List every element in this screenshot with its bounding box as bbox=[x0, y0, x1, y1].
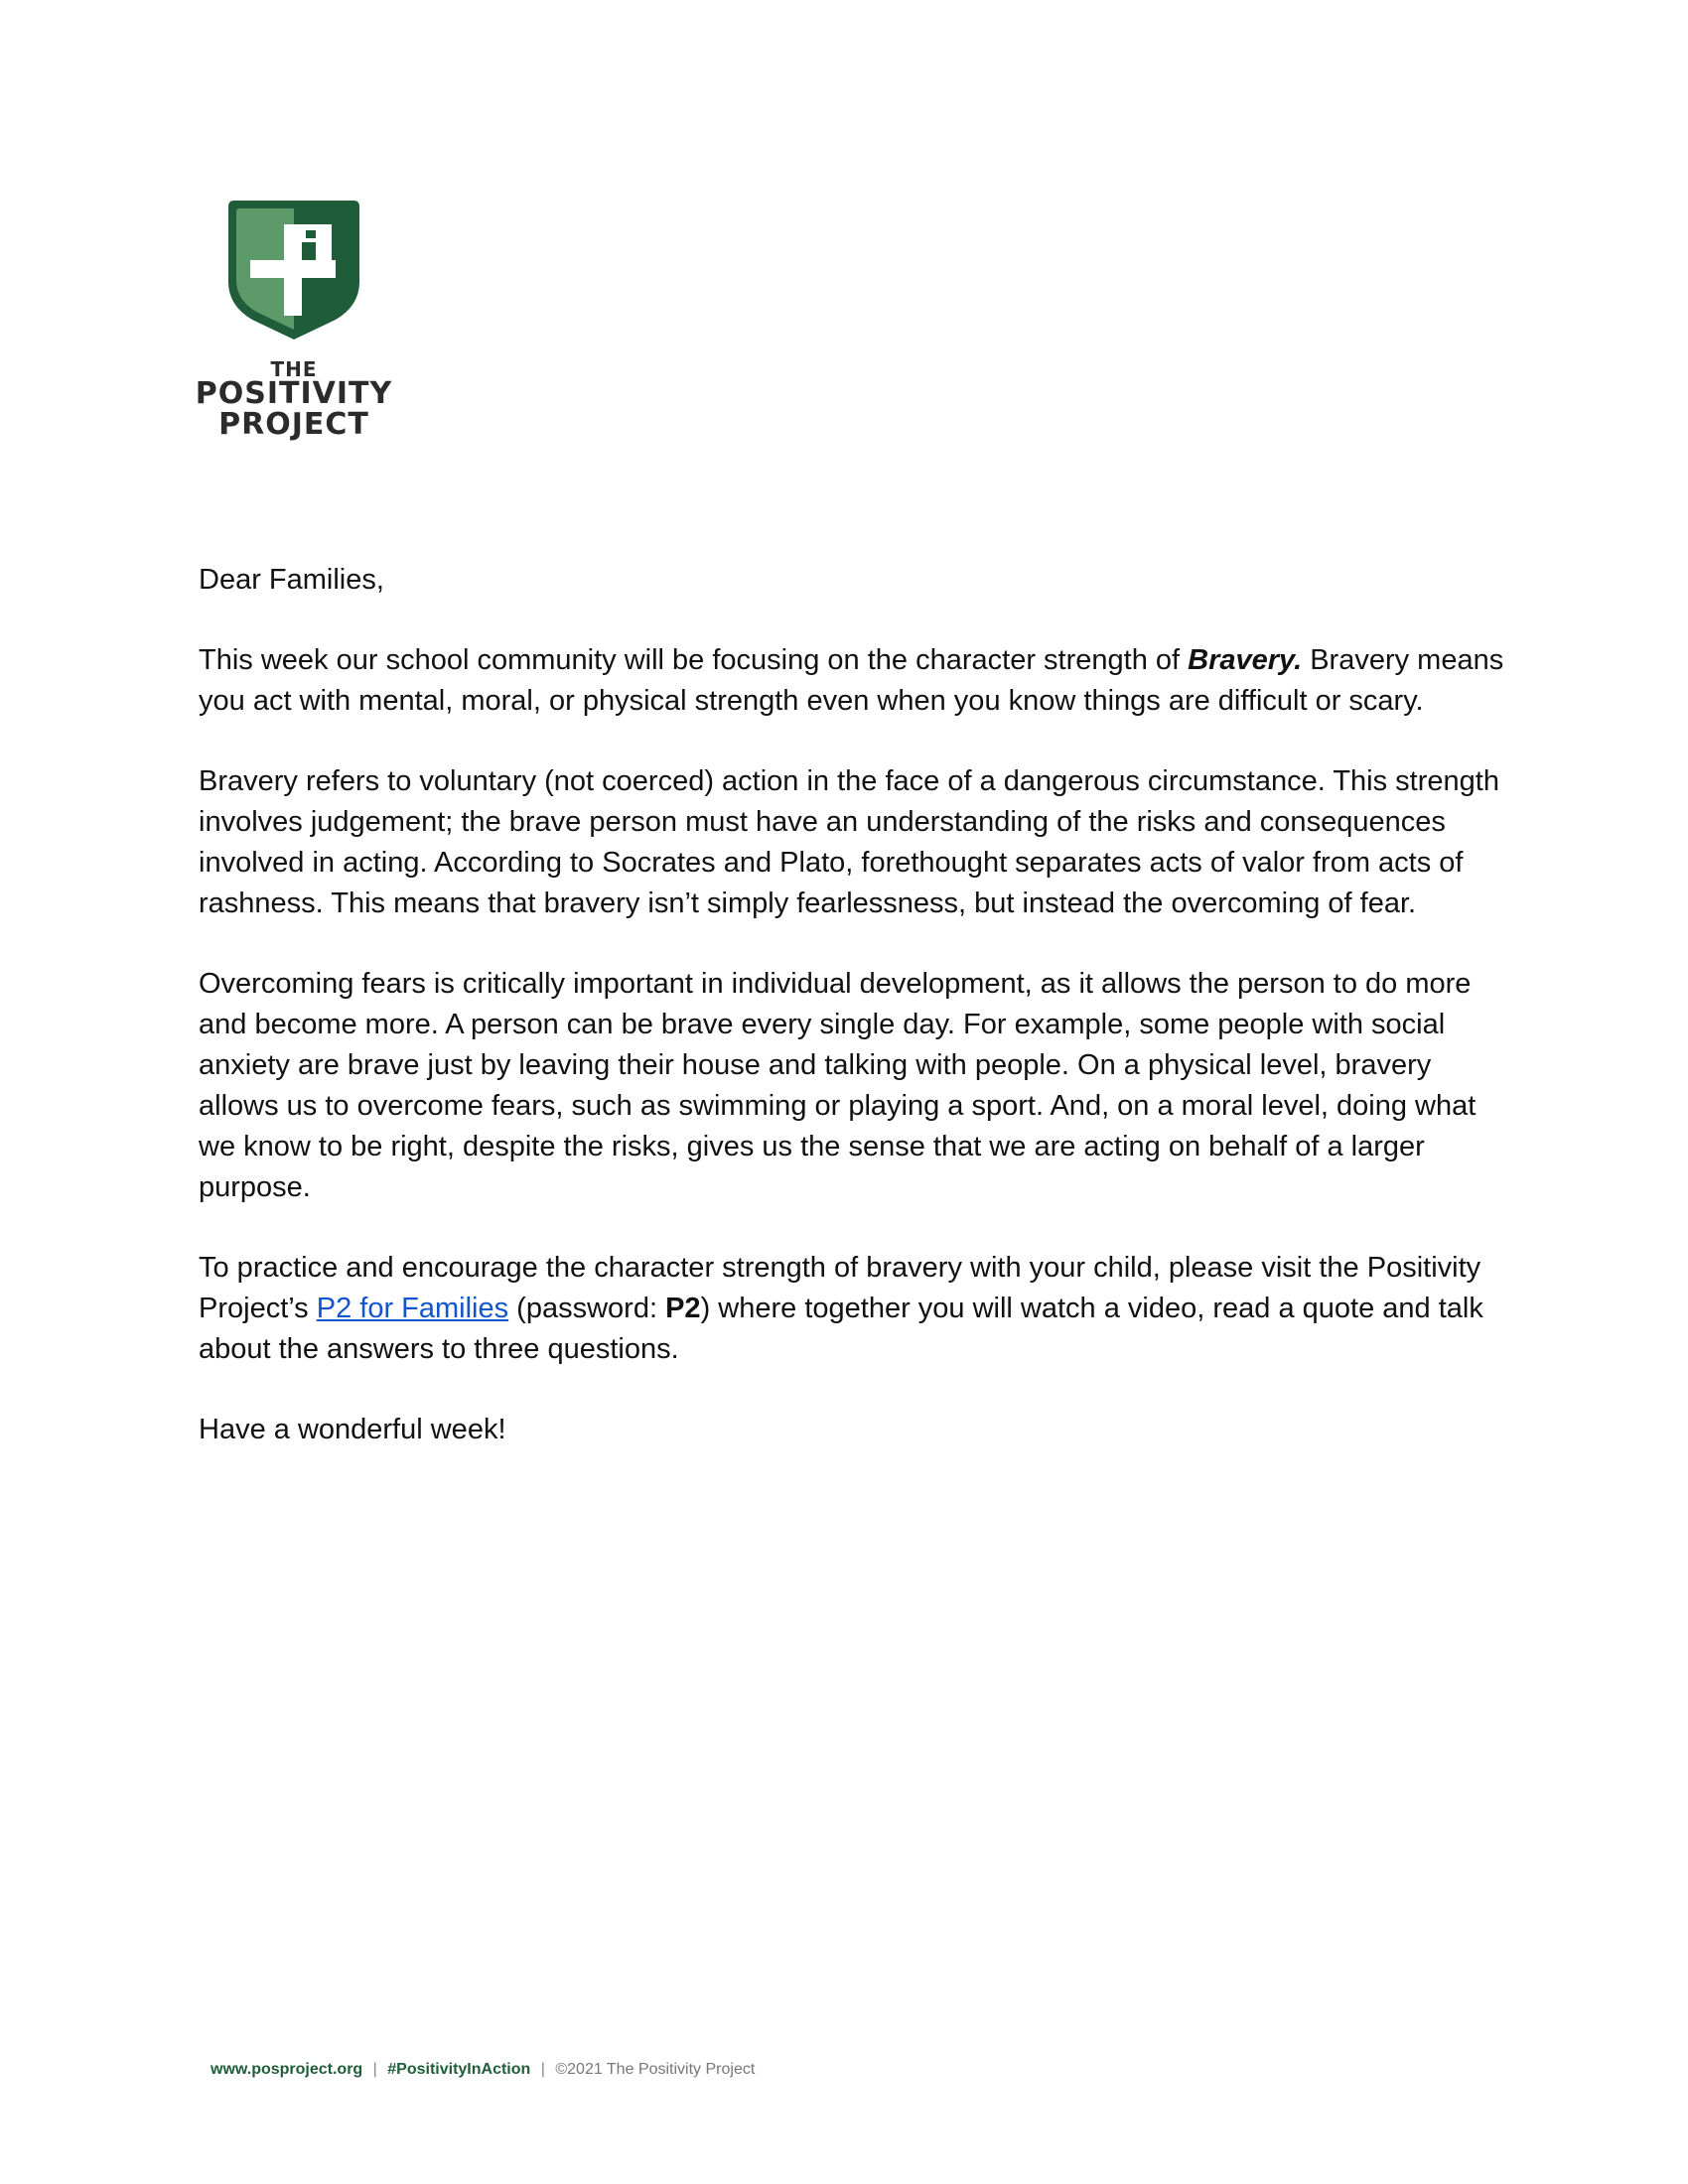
paragraph-intro bbox=[199, 640, 1509, 722]
footer-separator-2: | bbox=[540, 2061, 545, 2078]
p2-for-families-link[interactable]: P2 for Families bbox=[316, 1293, 509, 1324]
password-value: P2 bbox=[665, 1293, 701, 1324]
page-footer bbox=[211, 2061, 755, 2079]
salutation: Dear Families, bbox=[199, 564, 384, 596]
closing: Have a wonderful week! bbox=[199, 1414, 506, 1445]
footer-hashtag: #PositivityInAction bbox=[387, 2061, 531, 2078]
logo-line-the: THE bbox=[270, 357, 318, 381]
shield-plus-icon bbox=[224, 195, 363, 341]
paragraph-practice bbox=[199, 1248, 1509, 1370]
paragraph-definition: Bravery refers to voluntary (not coerced) action in the face of a dangerous circumstance. This strength involves judgement; the brave person must have an understanding of the risks and consequences involved in acting. According to Socrates and Plato, forethought separates acts of valor from acts of rashness. This means that bravery isn’t simply fearlessness, but instead the overcoming of fear. bbox=[199, 765, 1499, 919]
footer-copyright: ©2021 The Positivity Project bbox=[555, 2061, 756, 2078]
practice-text-middle: (password: bbox=[508, 1293, 666, 1324]
intro-text-after: Bravery means you act with mental, moral, or physical strength even when you know things are difficult or scary. bbox=[199, 644, 1504, 717]
paragraph-development: Overcoming fears is critically important in individual development, as it allows the person to do more and become more. A person can be brave every single day. For example, some people with social anxiety are brave just by leaving their house and talking with people. On a physical level, bravery allows us to overcome fears, such as swimming or playing a sport. And, on a moral level, doing what we know to be right, despite the risks, gives us the sense that we are acting on behalf of a larger purpose. bbox=[199, 968, 1477, 1203]
logo-line-positivity: POSITIVITY bbox=[195, 376, 393, 412]
practice-text-after: ) where together you will watch a video, read a quote and talk about the answers to three questions. bbox=[199, 1293, 1483, 1365]
logo-wordmark bbox=[195, 359, 393, 441]
logo-line-project: PROJECT bbox=[218, 406, 369, 442]
positivity-project-logo bbox=[195, 195, 393, 441]
intro-text-before: This week our school community will be focusing on the character strength of bbox=[199, 644, 1189, 676]
footer-separator-1: | bbox=[372, 2061, 377, 2078]
character-strength: Bravery. bbox=[1188, 644, 1303, 676]
practice-text-before: To practice and encourage the character strength of bravery with your child, please visit the Positivity Project’s bbox=[199, 1252, 1481, 1324]
footer-website-link[interactable]: www.posproject.org bbox=[211, 2061, 363, 2078]
letter-body bbox=[199, 560, 1509, 1490]
